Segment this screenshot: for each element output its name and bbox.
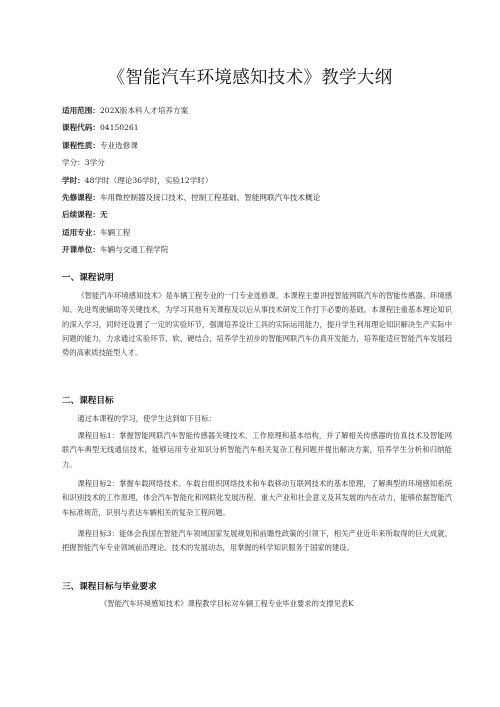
meta-row-followup: 后续课程：无 (62, 210, 108, 220)
course-goal-3: 课程目标3：能体会我国在智能汽车领域国家发展规划和前瞻性政策的引领下，相关产业近年来所取得的巨大成就，把握智能汽车专业领域前沿理论、技术的发展动态，用掌握的科学知识服务于国家的建设。 (62, 529, 452, 553)
meta-row-credits: 学分：3学分 (62, 158, 105, 168)
section-heading-goals-and-requirements: 三、课程目标与毕业要求 (62, 582, 157, 592)
meta-row-major: 适用专业：车辆工程 (62, 227, 131, 237)
course-goals-intro: 通过本课程的学习，使学生达到如下目标： (77, 414, 216, 423)
meta-row-hours: 学时：48学时（理论36学时，实验12学时） (62, 175, 213, 185)
course-meta (62, 104, 462, 261)
document-title: 《智能汽车环境感知技术》教学大纲 (107, 68, 393, 88)
course-description-paragraph: 《智能汽车环境感知技术》是车辆工程专业的一门专业选修课。本课程主要讲授智能网联汽车的智能传感器、环境感知、先进驾驶辅助等关键技术，为学习其他有关课程及以后从事技术研发工作打下必要的基础。本课程注重基本理论知识的深入学习，同时还设置了一定的实验环节，强调培养设计工具的实际运用能力，提升学生利用理论知识解决生产实际中问题的能力，力求通过实验环节、软、硬结合，培养学生初步的智能网联汽车仿真开发能力，培养能适应智能汽车发展趋势的高素质技能型人才。 (62, 291, 452, 358)
section-heading-course-description: 一、课程说明 (62, 273, 114, 283)
course-goal-2: 课程目标2：掌握车载网络技术、车载自组织网络技术和车载移动互联网技术的基本原理，了解典型的环境感知系统和识别技术的工作原理，体会汽车智能化和网联化发展历程、重大产业和社会意义及其发展的内在动力，能够依据智能汽车标准规范，识别与表达车辆相关的复杂工程问题。 (62, 479, 452, 517)
course-goal-1: 课程目标1：掌握智能网联汽车智能传感器关键技术、工作原理和基本结构，并了解相关传感器的仿真技术及智能网联汽车典型无线通信技术，能够运用专业知识分析智能汽车相关复杂工程问题并提出解决方案，培养学生分析和归纳能力。 (62, 431, 452, 469)
meta-row-code: 课程代码：04150261 (62, 123, 139, 133)
meta-row-nature: 课程性质：专业选修课 (62, 140, 138, 150)
meta-row-scope: 适用范围：202X版本科人才培养方案 (62, 106, 189, 115)
support-table-reference: 《智能汽车环境感知技术》课程教学目标对车辆工程专业毕业要求的支撑见表K (100, 599, 354, 608)
meta-row-department: 开课单位：车辆与交通工程学院 (62, 245, 169, 255)
section-heading-course-goals: 二、课程目标 (62, 396, 114, 406)
meta-row-prerequisites: 先修课程：车用微控制器及接口技术、控制工程基础、智能网联汽车技术概论 (62, 192, 321, 202)
